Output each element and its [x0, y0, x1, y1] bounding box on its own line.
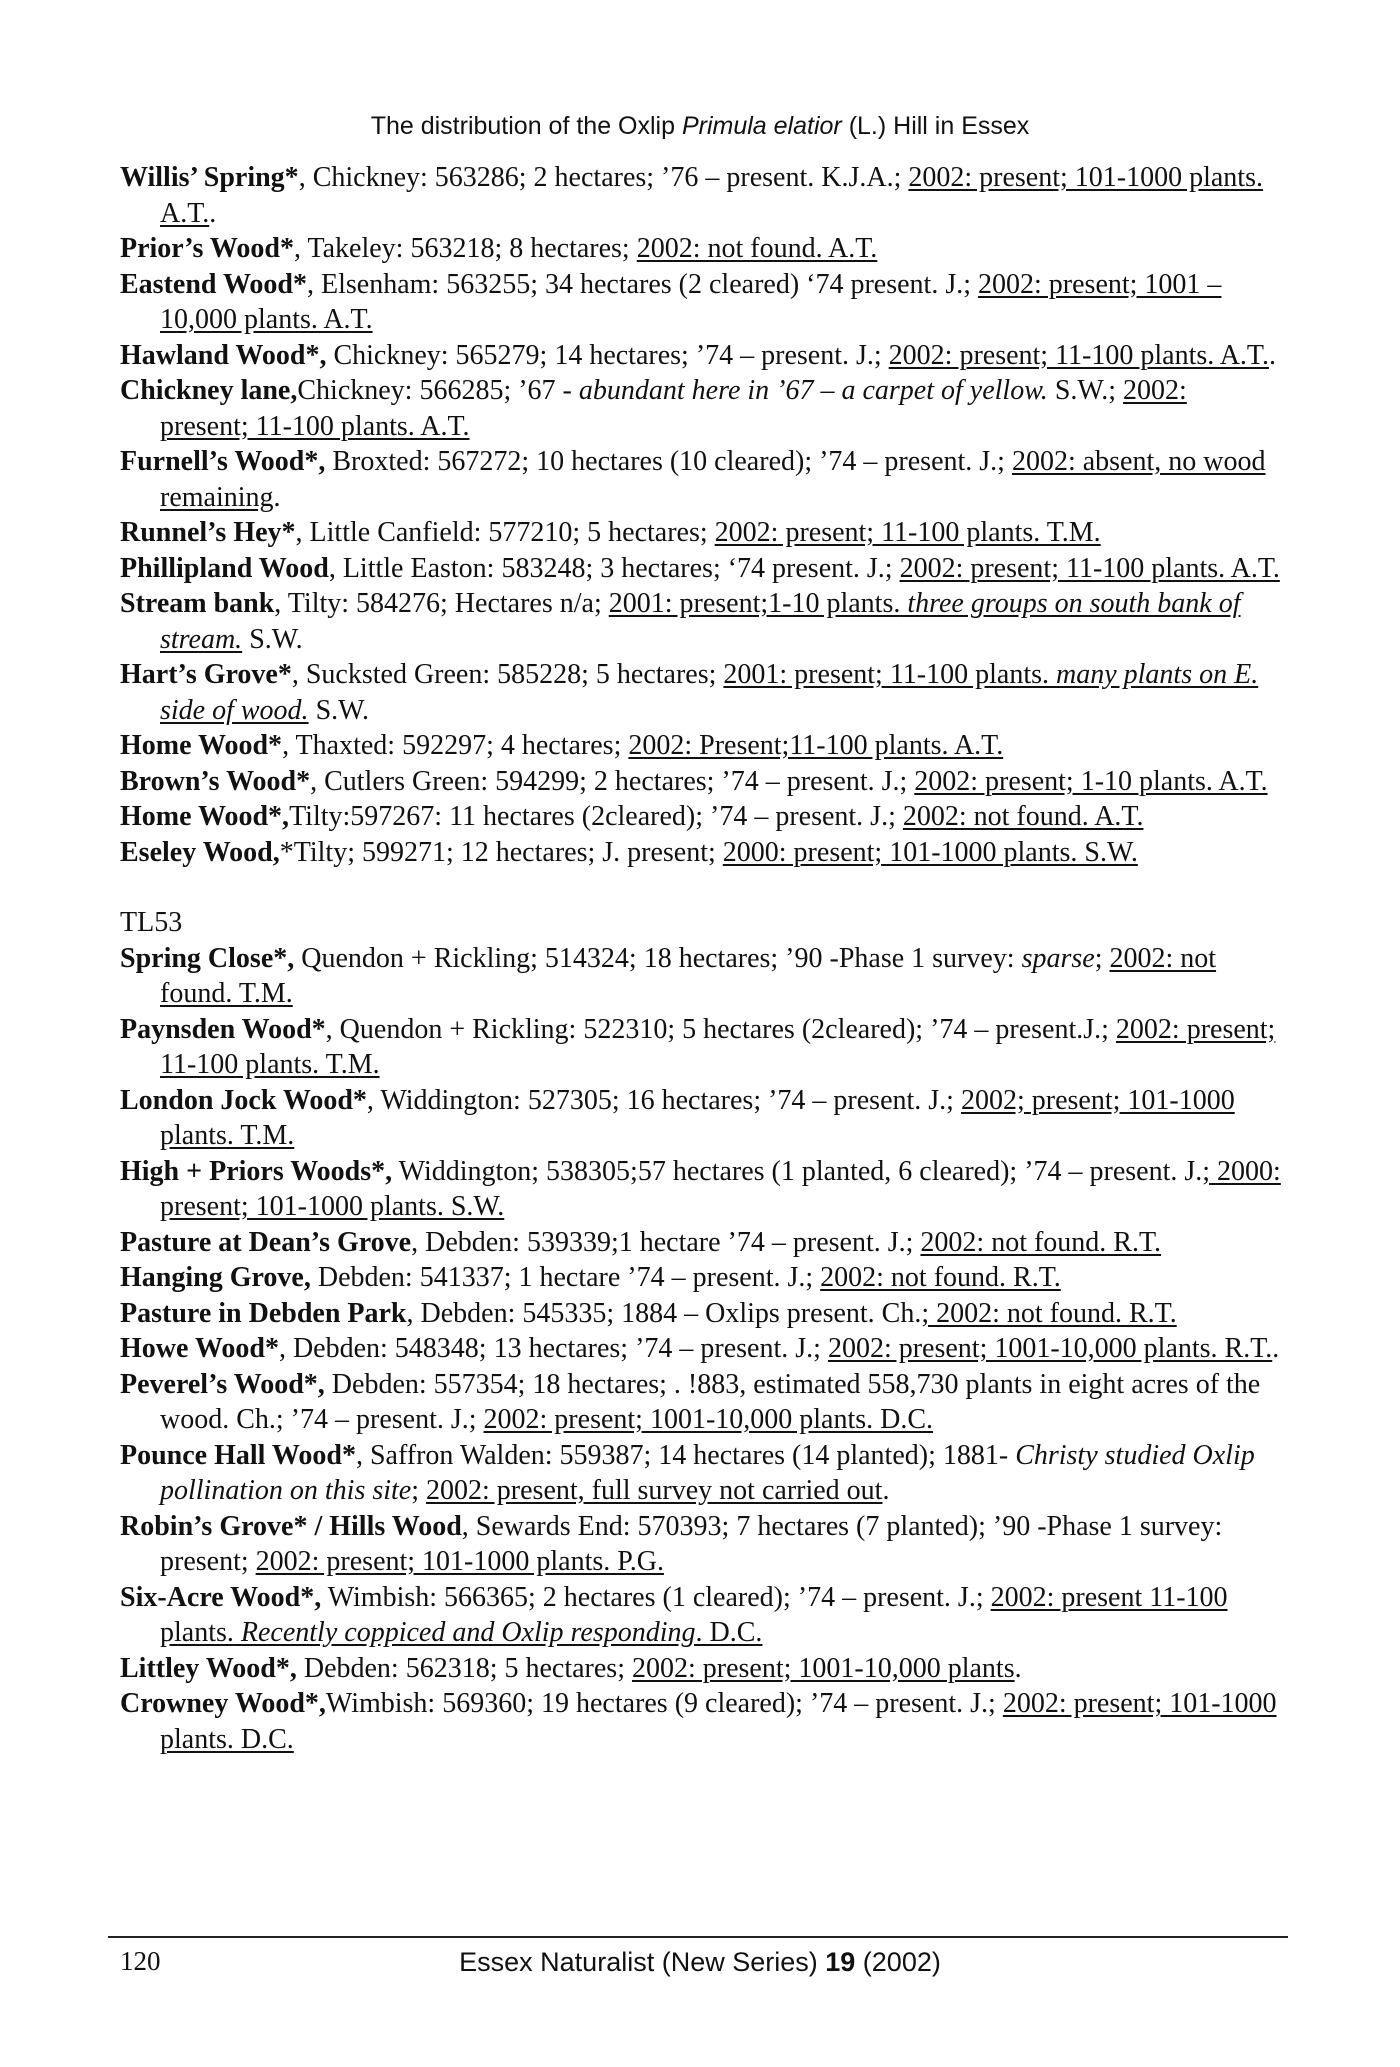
site-entry	[120, 1509, 1282, 1580]
trailing-punctuation: .	[882, 1475, 890, 1506]
site-name: Home Wood*,	[120, 801, 290, 832]
site-name: Runnel’s Hey*	[120, 517, 296, 548]
survey-record: ; 2000: present; 101-1000 plants. S.W.	[160, 1155, 1281, 1222]
site-entry	[120, 941, 1282, 1012]
site-entry	[120, 1438, 1282, 1509]
site-entry	[120, 835, 1282, 871]
journal-year: (2002)	[855, 1947, 941, 1977]
survey-record: 2002: not found. A.T.	[902, 801, 1144, 832]
site-entry	[120, 1083, 1282, 1154]
site-list	[120, 160, 1282, 1757]
trailing-punctuation: .	[209, 197, 217, 229]
survey-record: 2002: present 11-100 plants.	[160, 1581, 1228, 1648]
survey-record: 2002: present; 11-100 plants. A.T.	[160, 375, 1187, 442]
survey-record: 2002: present; 1001-10,000 plants. D.C.	[483, 1404, 934, 1435]
journal-citation	[0, 1947, 1400, 1978]
survey-record: 2002: present; 11-100 plants. T.M.	[714, 517, 1101, 548]
site-details: , Debden: 545335; 1884 – Oxlips present. Ch.	[406, 1297, 922, 1329]
page-number: 120	[120, 1946, 161, 1976]
site-name: Chickney lane,	[120, 375, 298, 406]
survey-record: 2002: present; 11-100 plants. T.M.	[160, 1013, 1276, 1080]
survey-note-text: many plants on E. side of wood.	[160, 659, 1259, 726]
site-details: , Thaxted: 592297; 4 hectares;	[282, 730, 629, 761]
site-entry	[120, 657, 1282, 728]
site-name: Hanging Grove,	[120, 1262, 311, 1293]
journal-title: Essex Naturalist (New Series)	[459, 1947, 826, 1977]
survey-record: 2002: present; 11-100 plants. A.T.	[899, 552, 1280, 584]
site-entry	[120, 764, 1282, 800]
site-entry	[120, 515, 1282, 551]
survey-record: ; 2002: not found. R.T.	[921, 1297, 1177, 1329]
site-entry	[120, 231, 1282, 267]
survey-record: 2002: not found. T.M.	[160, 942, 1217, 1009]
site-entry	[120, 1225, 1282, 1261]
site-details: , Quendon + Rickling: 522310; 5 hectares (2cleared); ’74 – present.J.;	[325, 1013, 1116, 1045]
historical-note: sparse	[1021, 942, 1095, 974]
site-details: , Debden: 548348; 13 hectares; ’74 – present. J.;	[278, 1333, 828, 1364]
site-details: Broxted: 567272; 10 hectares (10 cleared); ’74 – present. J.;	[325, 446, 1012, 477]
survey-record: 2002; present; 101-1000 plants. T.M.	[160, 1084, 1235, 1151]
site-name: Pasture at Dean’s Grove	[120, 1226, 412, 1258]
running-head	[0, 112, 1400, 141]
footer-rule	[108, 1936, 1288, 1938]
site-entry	[120, 728, 1282, 764]
site-name: Hawland Wood*,	[120, 339, 327, 371]
site-name: Crowney Wood*,	[120, 1688, 326, 1719]
running-head-text: The distribution of the Oxlip	[370, 112, 682, 140]
survey-note-text: Recently coppiced and Oxlip responding	[233, 1617, 696, 1648]
site-details: , Cutlers Green: 594299; 2 hectares; ’74 – present. J.;	[310, 765, 915, 797]
journal-volume: 19	[825, 1947, 856, 1977]
survey-record: 2002: present; 1-10 plants. A.T.	[914, 765, 1268, 797]
site-details: , Tilty: 584276; Hectares n/a;	[274, 588, 609, 619]
site-details: , Little Easton: 583248; 3 hectares; ‘74 present. J.;	[328, 552, 900, 584]
species-name: Primula elatior	[681, 112, 842, 140]
historical-note: abundant here in ’67 – a carpet of yellow.	[578, 375, 1048, 406]
survey-record: 2002: present; 1001-10,000 plants	[631, 1652, 1015, 1684]
site-list-part-2	[120, 941, 1282, 1758]
site-name: Hart’s Grove*	[120, 659, 292, 690]
site-name: London Jock Wood*	[120, 1084, 367, 1116]
site-details: Debden: 541337; 1 hectare ’74 – present. J.;	[310, 1262, 821, 1293]
section-spacer	[120, 870, 1282, 905]
survey-record: 2002: present; 101-1000 plants. P.G.	[255, 1546, 664, 1577]
site-name: High + Priors Woods*,	[120, 1155, 393, 1187]
recorder: S.W.	[308, 694, 369, 726]
site-details: ;	[1094, 942, 1110, 974]
site-name: Peverel’s Wood*,	[120, 1368, 325, 1400]
site-details: Tilty:597267: 11 hectares (2cleared); ’74 – present. J.;	[289, 801, 903, 832]
survey-record: 2002: present; 11-100 plants. A.T.	[888, 339, 1269, 371]
site-name: Phillipland Wood	[120, 552, 329, 584]
running-head-authority: (L.) Hill in Essex	[841, 112, 1030, 140]
survey-note-text: three groups on south bank of stream.	[160, 588, 1241, 655]
site-name: Six-Acre Wood*,	[120, 1581, 322, 1613]
site-name: Eastend Wood*	[120, 268, 307, 300]
survey-record: 2002: present; 1001 – 10,000 plants. A.T.	[160, 268, 1222, 335]
survey-record: 2002: not found. R.T.	[920, 1226, 1162, 1258]
site-details: S.W.;	[1047, 375, 1124, 406]
site-entry	[120, 1367, 1282, 1438]
section-heading: TL53	[120, 907, 183, 938]
survey-record: 2002: present; 1001-10,000 plants. R.T.	[827, 1333, 1273, 1364]
site-entry	[120, 373, 1282, 444]
site-name: Home Wood*	[120, 730, 283, 761]
recorder: S.W.	[242, 623, 303, 655]
site-entry	[120, 1154, 1282, 1225]
site-entry	[120, 1686, 1282, 1757]
trailing-punctuation: .	[1014, 1652, 1022, 1684]
survey-record: 2002: present, full survey not carried out	[426, 1475, 883, 1506]
site-name: Brown’s Wood*	[120, 765, 311, 797]
site-name: Paynsden Wood*	[120, 1013, 326, 1045]
site-name: Eseley Wood,	[120, 836, 280, 868]
site-details: Widdington; 538305;57 hectares (1 planted, 6 cleared); ’74 – present. J.	[392, 1155, 1203, 1187]
survey-record: 2002: Present;11-100 plants. A.T.	[628, 730, 1004, 761]
site-name: Prior’s Wood*	[120, 233, 294, 264]
site-details: , Elsenham: 563255; 34 hectares (2 cleared) ‘74 present. J.;	[307, 268, 979, 300]
site-entry	[120, 160, 1282, 231]
survey-recorder: . D.C.	[695, 1617, 763, 1648]
site-entry	[120, 1331, 1282, 1367]
site-details: *Tilty; 599271; 12 hectares; J. present;	[279, 836, 723, 868]
survey-record: 2002: not found. A.T.	[636, 233, 878, 264]
trailing-punctuation: .	[1268, 339, 1276, 371]
site-details: Wimbish: 566365; 2 hectares (1 cleared); ’74 – present. J.;	[321, 1581, 991, 1613]
site-name: Furnell’s Wood*,	[120, 446, 326, 477]
survey-record: 2002: absent, no wood remaining	[160, 446, 1266, 513]
site-details: , Widdington: 527305; 16 hectares; ’74 – present. J.;	[366, 1084, 961, 1116]
site-entry	[120, 267, 1282, 338]
site-details: Chickney: 565279; 14 hectares; ’74 – present. J.;	[326, 339, 889, 371]
site-entry	[120, 1012, 1282, 1083]
site-name: Spring Close*,	[120, 942, 295, 974]
site-name: Willis’ Spring*	[120, 162, 299, 193]
site-details: , Little Canfield: 577210; 5 hectares;	[295, 517, 715, 548]
site-entry	[120, 586, 1282, 657]
survey-record: 2002: present; 101-1000 plants. D.C.	[160, 1688, 1277, 1755]
site-name: Pounce Hall Wood*	[120, 1439, 356, 1471]
site-details: Wimbish: 569360; 19 hectares (9 cleared); ’74 – present. J.;	[325, 1688, 1003, 1719]
site-entry	[120, 799, 1282, 835]
survey-note	[234, 1617, 696, 1648]
site-list-part-1	[120, 160, 1282, 870]
historical-note: Christy studied Oxlip pollination on this site	[160, 1439, 1255, 1506]
site-details: , Sucksted Green: 585228; 5 hectares;	[291, 659, 724, 690]
site-details: Chickney: 566285; ’67 -	[297, 375, 579, 406]
site-entry	[120, 1580, 1282, 1651]
site-name: Howe Wood*	[120, 1333, 279, 1364]
site-entry	[120, 1296, 1282, 1332]
site-name: Littley Wood*,	[120, 1652, 297, 1684]
survey-record: 2002: present; 101-1000 plants. A.T.	[160, 162, 1263, 229]
site-details: ;	[411, 1475, 427, 1506]
site-details: , Takeley: 563218; 8 hectares;	[293, 233, 637, 264]
site-details: , Sewards End: 570393; 7 hectares (7 planted); ’90 -Phase 1 survey: present;	[160, 1510, 1223, 1577]
survey-record: 2002: not found. R.T.	[820, 1262, 1061, 1293]
site-details: , Saffron Walden: 559387; 14 hectares (14 planted); 1881-	[355, 1439, 1016, 1471]
site-details: Quendon + Rickling; 514324; 18 hectares; ’90 -Phase 1 survey:	[294, 942, 1022, 974]
site-entry	[120, 338, 1282, 374]
survey-record: 2000: present; 101-1000 plants. S.W.	[722, 836, 1138, 868]
site-entry	[120, 551, 1282, 587]
site-details: , Debden: 539339;1 hectare ’74 – present. J.;	[411, 1226, 921, 1258]
site-name: Stream bank	[120, 588, 275, 619]
site-details: , Chickney: 563286; 2 hectares; ’76 – present. K.J.A.;	[298, 162, 909, 193]
site-name: Robin’s Grove* / Hills Wood	[120, 1510, 462, 1542]
survey-record: 2001: present;1-10 plants.	[608, 588, 901, 619]
trailing-punctuation: .	[1272, 1333, 1280, 1364]
site-entry	[120, 1260, 1282, 1296]
trailing-punctuation: .	[273, 481, 281, 513]
site-details: Debden: 557354; 18 hectares; . !883, estimated 558,730 plants in eight acres of the wood. Ch.; ’74 – present. J.;	[160, 1368, 1261, 1435]
survey-record: 2001: present; 11-100 plants.	[723, 659, 1049, 690]
site-name: Pasture in Debden Park	[120, 1297, 407, 1329]
site-details: Debden: 562318; 5 hectares;	[296, 1652, 632, 1684]
site-entry	[120, 444, 1282, 515]
site-entry	[120, 1651, 1282, 1687]
